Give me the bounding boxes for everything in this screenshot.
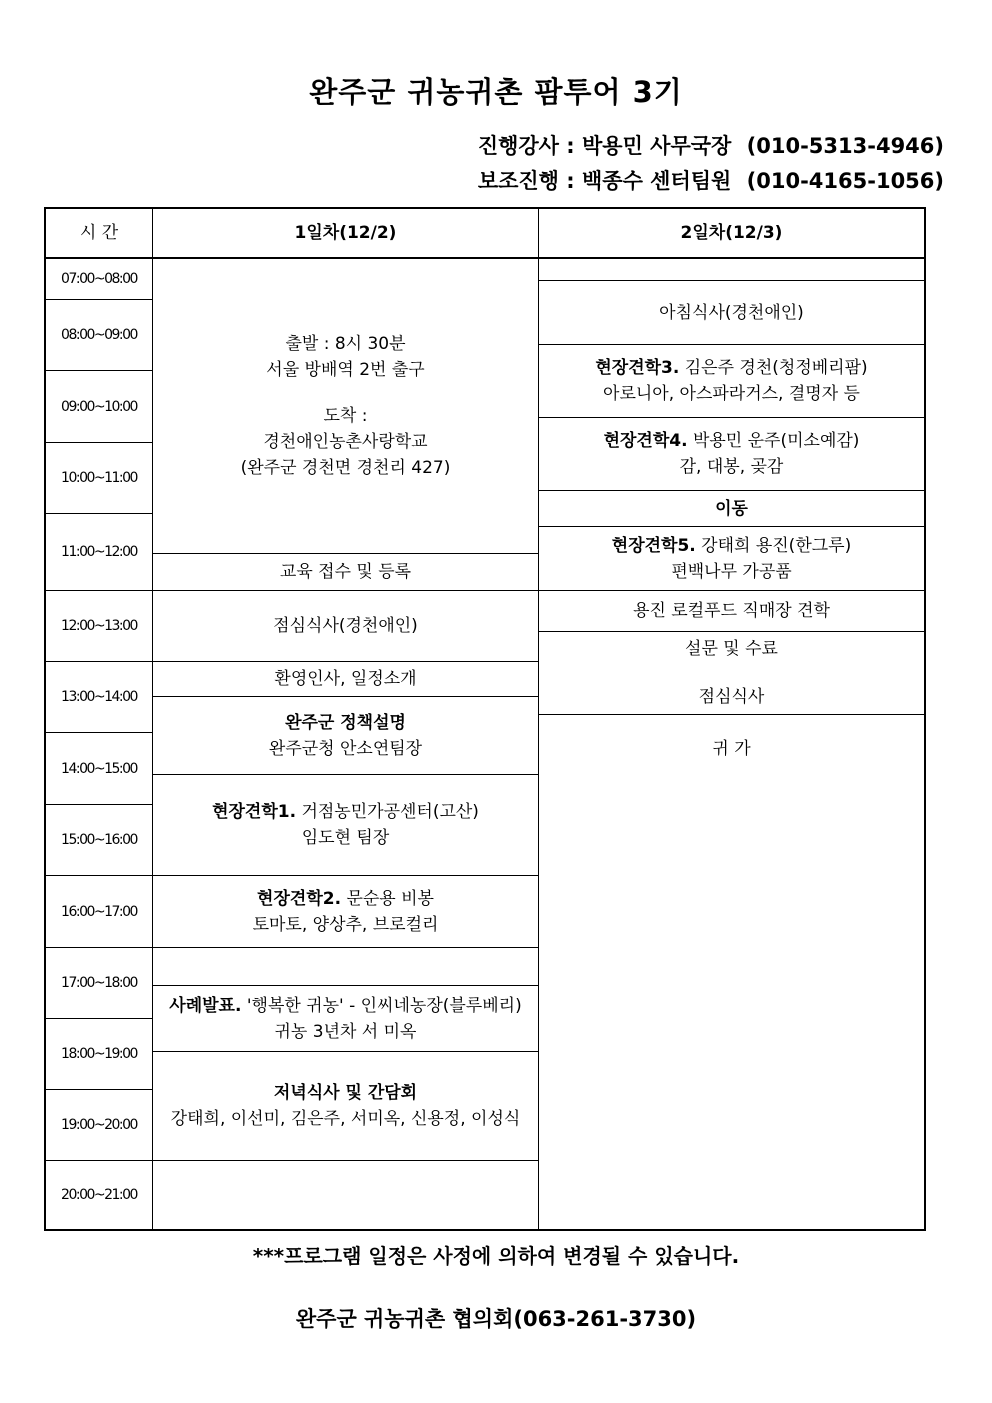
day1-welcome: 환영인사, 일정소개 — [274, 669, 417, 689]
day1-tour2 — [153, 876, 538, 947]
time-slot: 09:00~10:00 — [61, 398, 137, 415]
time-slot: 19:00~20:00 — [61, 1117, 137, 1133]
tour4-sub: 감, 대봉, 곶감 — [679, 457, 784, 477]
time-slot: 11:00~12:00 — [61, 544, 137, 560]
tour4-text: 박용민 운주(미소예감) — [692, 431, 860, 451]
day2-tour5 — [539, 527, 924, 590]
tour5-text: 강태희 용진(한그루) — [701, 535, 852, 556]
day2-survey — [539, 632, 924, 714]
tour1-title: 현장견학1. — [212, 802, 297, 822]
tour1-text: 거점농민가공센터(고산) — [301, 802, 479, 822]
day1-tour1 — [153, 775, 538, 875]
day1-sep — [152, 947, 538, 948]
day2-lunch: 점심식사 — [698, 687, 765, 707]
assist-name: 백종수 센터팀원 — [582, 169, 732, 193]
day2-tour3 — [539, 345, 924, 417]
header-day1: 1일차(12/2) — [294, 223, 397, 243]
day2-tour4 — [539, 418, 924, 490]
case-title: 사례발표. — [169, 995, 242, 1016]
assistant-instructor: 보조진행 : 백종수 센터팀원 (010-4165-1056) — [477, 169, 944, 193]
time-slot: 14:00~15:00 — [61, 760, 137, 777]
day1-case-study — [153, 986, 538, 1051]
day2-move: 이동 — [715, 498, 748, 519]
time-slot: 17:00~18:00 — [61, 975, 137, 991]
time-slot: 20:00~21:00 — [61, 1187, 137, 1203]
day1-sep — [152, 1160, 538, 1161]
day2-local-food: 용진 로컬푸드 직매장 견학 — [633, 601, 830, 621]
time-slot: 13:00~14:00 — [61, 689, 137, 705]
day2-breakfast: 아침식사(경천애인) — [659, 302, 804, 323]
schedule-note: ***프로그램 일정은 사정에 의하여 변경될 수 있습니다. — [252, 1244, 740, 1268]
time-slot: 18:00~19:00 — [61, 1046, 137, 1062]
day2-return: 귀 가 — [712, 739, 751, 759]
table-border-bottom — [44, 1229, 926, 1231]
tour1-sub: 임도현 팀장 — [301, 828, 390, 848]
case-sub: 귀농 3년차 서 미옥 — [274, 1021, 417, 1042]
tour4-title: 현장견학4. — [603, 431, 688, 451]
depart-place: 서울 방배역 2번 출구 — [266, 360, 425, 380]
tour2-text: 문순용 비봉 — [346, 888, 434, 909]
time-slot: 16:00~17:00 — [61, 903, 137, 920]
policy-speaker: 완주군청 안소연팀장 — [268, 738, 423, 759]
survey-text: 설문 및 수료 — [685, 639, 778, 659]
table-border-right — [924, 207, 926, 1231]
time-slot: 15:00~16:00 — [61, 832, 137, 848]
arrive-address: (완주군 경천면 경천리 427) — [240, 458, 451, 478]
day1-departure — [153, 259, 538, 553]
dinner-title: 저녁식사 및 간담회 — [273, 1083, 418, 1103]
day1-policy — [153, 697, 538, 774]
day1-lunch: 점심식사(경천애인) — [273, 616, 418, 636]
assist-role: 보조진행 — [477, 169, 559, 193]
tour2-sub: 토마토, 양상추, 브로컬리 — [252, 914, 439, 935]
day1-registration: 교육 접수 및 등록 — [279, 562, 412, 582]
header-time: 시 간 — [79, 223, 119, 243]
arrive-label: 도착 : — [323, 406, 368, 426]
time-slot: 07:00~08:00 — [61, 271, 137, 287]
day2-sep — [538, 714, 924, 715]
tour3-title: 현장견학3. — [595, 358, 680, 378]
depart-time: 출발 : 8시 30분 — [285, 334, 406, 354]
main-name: 박용민 사무국장 — [582, 134, 732, 158]
main-phone: (010-5313-4946) — [746, 134, 944, 158]
arrive-place: 경천애인농촌사랑학교 — [263, 432, 428, 452]
time-slot: 08:00~09:00 — [61, 327, 137, 343]
tour5-sub: 편백나무 가공품 — [671, 561, 792, 582]
main-role: 진행강사 — [477, 134, 559, 158]
time-slot: 10:00~11:00 — [61, 470, 137, 486]
tour2-title: 현장견학2. — [257, 888, 342, 909]
day1-dinner — [153, 1052, 538, 1160]
tour3-text: 김은주 경천(청정베리팜) — [684, 358, 868, 378]
tour5-title: 현장견학5. — [611, 535, 696, 556]
policy-title: 완주군 정책설명 — [285, 712, 406, 733]
tour3-sub: 아로니아, 아스파라거스, 결명자 등 — [603, 384, 860, 404]
dinner-sub: 강태희, 이선미, 김은주, 서미옥, 신용정, 이성식 — [170, 1109, 521, 1129]
assist-phone: (010-4165-1056) — [746, 169, 944, 193]
main-instructor: 진행강사 : 박용민 사무국장 (010-5313-4946) — [477, 134, 944, 158]
time-slot: 12:00~13:00 — [61, 618, 137, 634]
organization: 완주군 귀농귀촌 협의회(063-261-3730) — [295, 1307, 697, 1331]
page-title: 완주군 귀농귀촌 팜투어 3기 — [309, 75, 683, 109]
header-day2: 2일차(12/3) — [680, 223, 783, 243]
case-text: '행복한 귀농' - 인씨네농장(블루베리) — [246, 995, 522, 1016]
